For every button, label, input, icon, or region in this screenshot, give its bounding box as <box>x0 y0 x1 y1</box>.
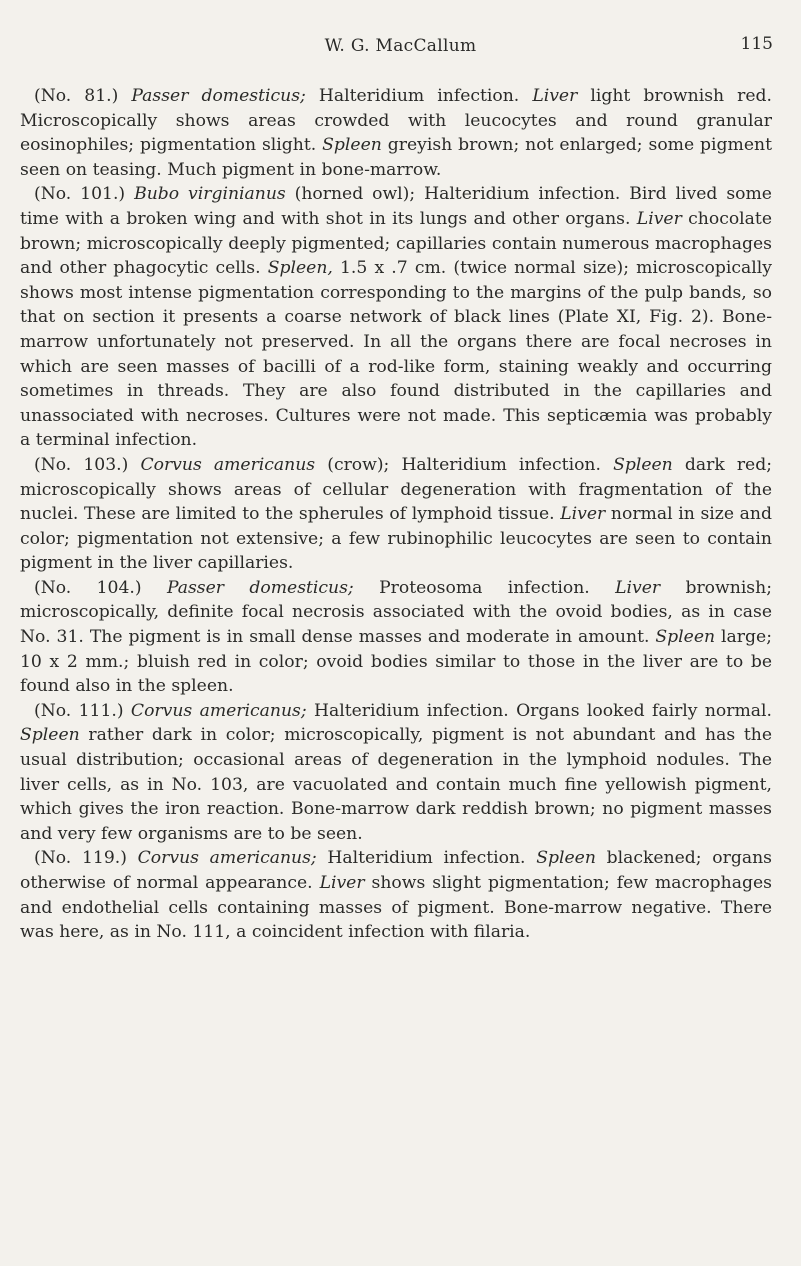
case-number: (No. 104.) <box>34 577 142 598</box>
organ-label-spleen: Spleen <box>613 454 673 475</box>
species-name: Corvus americanus <box>140 454 316 475</box>
organ-label-liver: Liver <box>560 504 606 525</box>
text-segment: normal in size and color; pigmentation not extensive; a few rubinophilic leucocytes are seen to contain pigment in the liver capillaries. <box>20 504 772 574</box>
text-segment: brownish; microscopically, definite focal necrosis associated with the ovoid bodies, as in case No. 31. The pigment is in small dense masses and moderate in amount. <box>20 577 772 648</box>
paragraph-case-119 <box>20 846 772 944</box>
paragraph-case-104 <box>20 576 772 699</box>
text-segment: dark red; microscopically shows areas of cellular degeneration with fragmentation of the nuclei. These are limited to the spherules of lymphoid tissue. <box>20 454 773 525</box>
text-segment: Halteridium infection. <box>305 86 533 106</box>
species-name: Passer domesticus; <box>166 577 354 598</box>
species-name: Passer domesticus; <box>131 86 306 106</box>
text-segment: large; 10 x 2 mm.; bluish red in color; ovoid bodies similar to those in the liver are to be found also in the spleen. <box>20 627 772 697</box>
paragraph-case-101 <box>20 182 772 453</box>
text-segment: Proteosoma infection. <box>353 577 616 598</box>
body-text <box>20 84 772 945</box>
paragraph-case-103 <box>20 453 772 576</box>
species-name: Corvus americanus; <box>137 848 317 869</box>
paragraph-case-81 <box>20 84 772 182</box>
case-number: (No. 111.) <box>34 700 124 721</box>
text-segment: Halteridium infection. Organs looked fairly normal. <box>306 700 772 721</box>
species-name: Corvus americanus; <box>130 700 307 721</box>
text-segment: 1.5 x .7 cm. (twice normal size); microscopically shows most intense pigmentation corresponding to the margins of the pulp bands, so that on section it presents a coarse network of black lines (Plate XI, Fig. 2). Bone-marrow unfortunately not preserved. In all the organs there are focal necroses in which are seen masses of bacilli of a rod-like form, staining weakly and occurring sometimes in threads. They are also found distributed in the capillaries and unassociated with necroses. Cultures were not made. This septicæmia was probably a terminal infection. <box>20 258 772 451</box>
running-head: W. G. MacCallum <box>324 36 477 56</box>
page-number: 115 <box>740 34 773 54</box>
case-number: (No. 101.) <box>34 184 126 205</box>
case-number: (No. 119.) <box>34 848 127 869</box>
organ-label-liver: Liver <box>532 86 578 106</box>
organ-label-spleen: Spleen <box>20 725 80 746</box>
organ-label-spleen: Spleen, <box>267 258 333 279</box>
organ-label-liver: Liver <box>615 577 661 598</box>
text-segment: shows slight pigmentation; few macrophages and endothelial cells containing masses of pigment. Bone-marrow negative. There was here, as in No. 111, a coincident infection with filaria. <box>20 873 772 943</box>
text-segment: (crow); Halteridium infection. <box>315 454 614 475</box>
text-segment: chocolate brown; microscopically deeply pigmented; capillaries contain numerous macrophages and other phagocytic cells. <box>20 208 772 279</box>
text-segment: greyish brown; not enlarged; some pigment seen on teasing. Much pigment in bone-marrow. <box>20 135 773 180</box>
species-name: Bubo virginianus <box>134 184 286 205</box>
case-number: (No. 81.) <box>34 86 119 106</box>
text-segment: (horned owl); Halteridium infection. Bird lived some time with a broken wing and with shot in its lungs and other organs. <box>20 184 772 229</box>
paragraph-case-111 <box>20 699 772 847</box>
organ-label-spleen: Spleen <box>655 627 716 648</box>
organ-label-spleen: Spleen <box>536 848 596 869</box>
case-number: (No. 103.) <box>34 454 129 475</box>
text-segment: rather dark in color; microscopically, pigment is not abundant and has the usual distribution; occasional areas of degeneration in the lymphoid nodules. The liver cells, as in No. 103, are vacuolated and contain much fine yellowish pigment, which gives the iron reaction. Bone-marrow dark reddish brown; no pigment masses and very few organisms are to be seen. <box>20 725 772 844</box>
text-segment: blackened; organs otherwise of normal appearance. <box>20 848 772 893</box>
page-header <box>0 36 801 66</box>
organ-label-liver: Liver <box>636 208 682 229</box>
organ-label-liver: Liver <box>319 873 365 893</box>
text-segment: light brownish red. Microscopically shows areas crowded with leucocytes and round granular eosinophiles; pigmentation slight. <box>20 86 772 156</box>
organ-label-spleen: Spleen <box>322 135 382 156</box>
text-segment: Halteridium infection. <box>316 848 537 869</box>
